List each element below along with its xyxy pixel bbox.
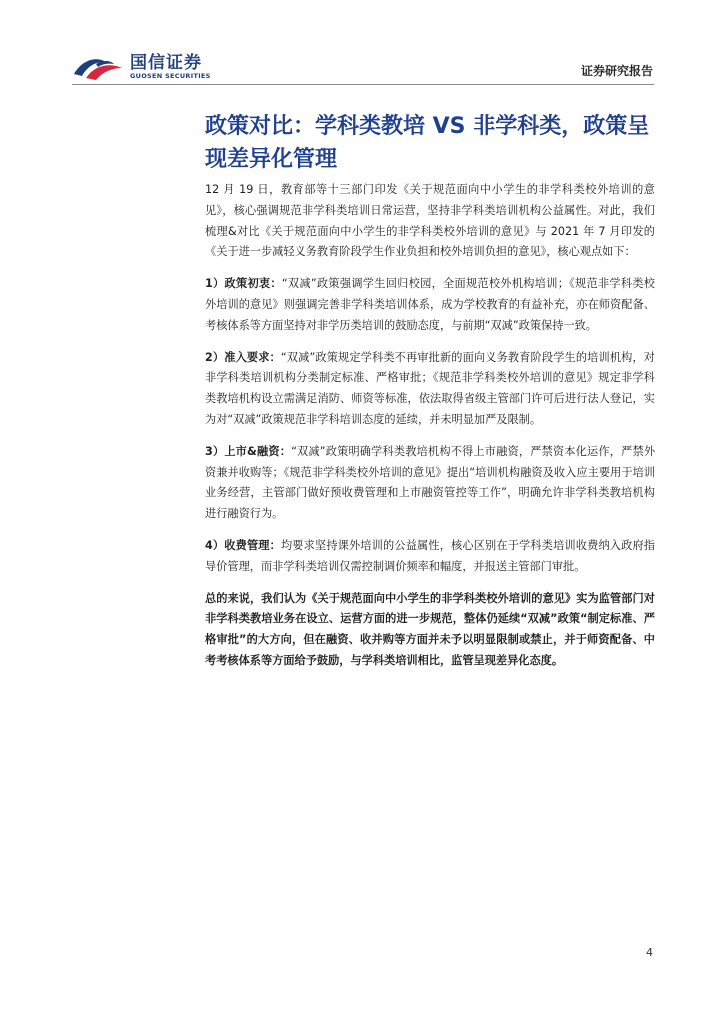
paragraph-text: “双减”政策规定学科类不再审批新的面向义务教育阶段学生的培训机构，对非学科类培训机构分类制定标准、严格审批；《规范非学科类校外培训的意见》规定非学科类教培机构设立需满足消防、师资等标准，依法取得省级主管部门许可后进行法人登记，实为对“双减”政策规范非学科培训态度的延续，并未明显加严及限制。 [205, 350, 655, 426]
paragraph-summary: 总的来说，我们认为《关于规范面向中小学生的非学科类校外培训的意见》实为监管部门对非学科类教培业务在设立、运营方面的进一步规范，整体仍延续“双减”政策“制定标准、严格审批”的大方向，但在融资、收并购等方面并未予以明显限制或禁止，并于师资配备、中考考核体系等方面给予鼓励，与学科类培训相比，监管呈现差异化态度。 [205, 591, 655, 667]
paragraph-lead: 1）政策初衷： [205, 277, 282, 291]
page-header [0, 0, 724, 90]
logo-en: GUOSEN SECURITIES [130, 71, 211, 80]
body-content [205, 180, 655, 683]
paragraph-fee-management [205, 536, 655, 578]
paragraph-lead: 4）收费管理： [205, 538, 281, 552]
paragraph-listing-financing [205, 442, 655, 525]
paragraph-lead: 2）准入要求： [205, 350, 281, 364]
page-number: 4 [646, 946, 653, 959]
header-divider [72, 84, 654, 85]
paragraph-text: “双减”政策强调学生回归校园，全面规范校外机构培训；《规范非学科类校外培训的意见》则强调完善非学科类培训体系，成为学校教育的有益补充，亦在师资配备、考核体系等方面坚持对非学历类培训的鼓励态度，与前期“双减”政策保持一致。 [205, 277, 655, 332]
logo-text [130, 54, 211, 81]
paragraph-entry-requirements [205, 348, 655, 431]
guosen-logo [72, 52, 211, 82]
logo-cn: 国信证券 [130, 52, 202, 73]
paragraph-lead: 3）上市&融资： [205, 444, 292, 458]
paragraph-text: “双减”政策明确学科类教培机构不得上市融资，严禁资本化运作，严禁外资兼并收购等；《规范非学科类校外培训的意见》提出“培训机构融资及收入应主要用于培训业务经营，主管部门做好预收费管理和上市融资管控等工作”，明确允许非学科类教培机构进行融资行为。 [205, 444, 656, 521]
guosen-logo-icon [72, 52, 124, 82]
paragraph-text: 12 月 19 日，教育部等十三部门印发《关于规范面向中小学生的非学科类校外培训的意见》，核心强调规范非学科类培训日常运营，坚持非学科类培训机构公益属性。对此，我们梳理&对比《关于规范面向中小学生的非学科类校外培训的意见》与 2021 年 7 月印发的《关于进一步减轻义务教育阶段学生作业负担和校外培训负担的意见》，核心观点如下： [205, 183, 655, 259]
section-title: 政策对比：学科类教培 VS 非学科类，政策呈现差异化管理 [205, 114, 650, 172]
report-type: 证券研究报告 [580, 64, 653, 78]
paragraph-text: 均要求坚持课外培训的公益属性，核心区别在于学科类培训收费纳入政府指导价管理，而非学科类培训仅需控制调价频率和幅度，并报送主管部门审批。 [205, 538, 655, 573]
paragraph-policy-intent [205, 274, 655, 336]
paragraph-intro [205, 180, 655, 263]
